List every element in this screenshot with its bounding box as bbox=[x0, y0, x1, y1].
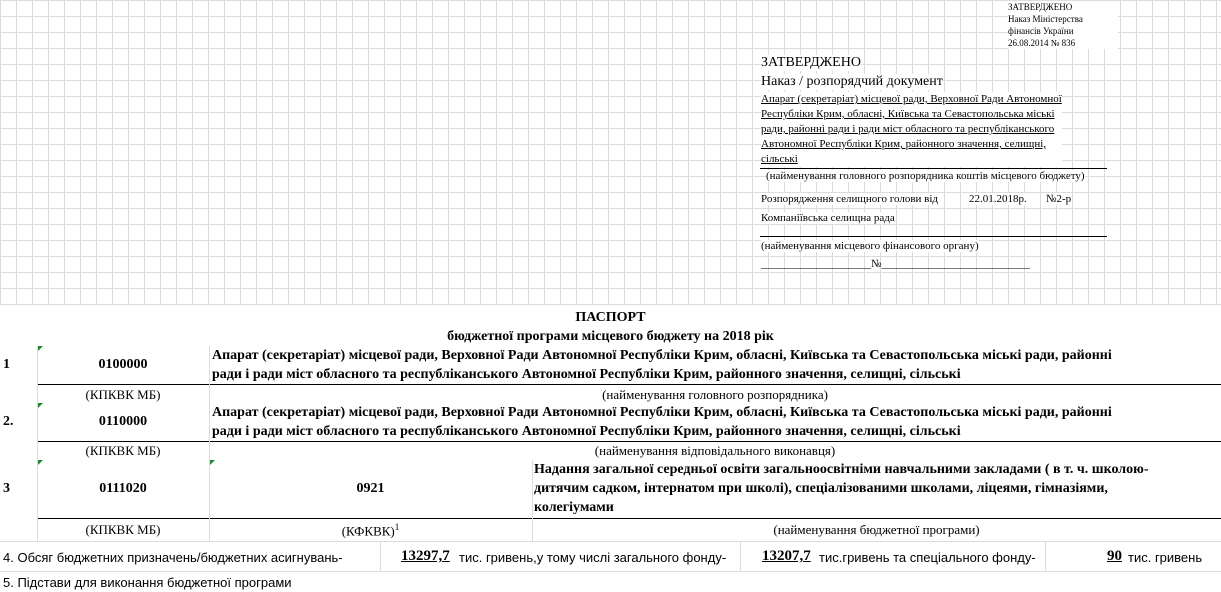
fin-org-caption: (найменування місцевого фінансового органу) bbox=[761, 240, 979, 252]
col-divider bbox=[1045, 541, 1046, 571]
approval-org-line: Республіки Крим, обласні, Київська та Севастопольська міські bbox=[761, 108, 1055, 120]
row2-underline bbox=[37, 441, 1221, 442]
blank-number-line: ____________________№___________________________ bbox=[761, 258, 1030, 270]
row1-underline bbox=[37, 384, 1221, 385]
row1-code-caption: (КПКВК МБ) bbox=[85, 387, 161, 402]
kfkvk-caption-text: (КФКВК) bbox=[341, 523, 395, 539]
row2-code: 0110000 bbox=[98, 414, 148, 429]
row1-name-line1: Апарат (секретаріат) місцевої ради, Верховної Ради Автономної Республіки Крим, обласні, Київська та Севастопольська міські ради, районні bbox=[212, 348, 1112, 363]
row3-kfkvk-caption bbox=[209, 522, 532, 539]
row2-name-line1: Апарат (секретаріат) місцевої ради, Верховної Ради Автономної Республіки Крим, обласні, Київська та Севастопольська міські ради, районні bbox=[212, 405, 1112, 420]
row1-code: 0100000 bbox=[98, 357, 148, 372]
row5-label: 5. Підстави для виконання бюджетної програми bbox=[3, 575, 292, 590]
row3-name-caption: (найменування бюджетної програми) bbox=[773, 522, 980, 537]
fin-org: Компаніївська селищна рада bbox=[761, 212, 895, 224]
approval-org-line: ради, районні ради і ради міст обласного та республіканського bbox=[761, 123, 1055, 135]
approval-org-caption: (найменування головного розпорядника коштів місцевого бюджету) bbox=[766, 170, 1085, 182]
row3-number: 3 bbox=[3, 481, 10, 496]
row3-underline bbox=[37, 518, 1221, 519]
row3-code: 0111020 bbox=[99, 481, 147, 496]
row1-name-caption: (найменування головного розпорядника) bbox=[602, 387, 828, 402]
col-divider bbox=[740, 541, 741, 571]
top-approval bbox=[1008, 1, 1118, 49]
order-label: Розпорядження селищного голови від bbox=[761, 193, 939, 205]
order-number: №2-р bbox=[1046, 193, 1072, 205]
row4-text1: тис. гривень,у тому числі загального фонду- bbox=[459, 550, 727, 565]
row-divider bbox=[0, 571, 1221, 572]
col-divider bbox=[209, 346, 210, 541]
top-approval-line4: 26.08.2014 № 836 bbox=[1008, 38, 1076, 48]
row2-name-line2: ради і ради міст обласного та республіканського Автономної Республіки Крим, районного значення, селищні, сільські bbox=[212, 424, 961, 439]
row2-name-caption: (найменування відповідального виконавця) bbox=[594, 443, 836, 458]
col-divider bbox=[380, 541, 381, 571]
row2-number: 2. bbox=[3, 414, 14, 429]
passport-title: ПАСПОРТ bbox=[575, 310, 646, 325]
row4-text2: тис.гривень та спеціального фонду- bbox=[819, 550, 1036, 565]
col-divider bbox=[37, 346, 38, 541]
approval-org-line: Автономної Республіки Крим, районного значення, селищні, bbox=[761, 138, 1047, 150]
top-approval-line3: фінансів України bbox=[1008, 26, 1074, 36]
row4-text3: тис. гривень bbox=[1128, 550, 1203, 565]
row1-number: 1 bbox=[3, 357, 10, 372]
row3-name-line2: дитячим садком, інтернатом при школі), спеціалізованими школами, ліцеями, гімназіями, bbox=[534, 481, 1108, 496]
row3-code-caption: (КПКВК МБ) bbox=[85, 522, 161, 537]
approval-org-line: Апарат (секретаріат) місцевої ради, Верховної Ради Автономної bbox=[761, 93, 1062, 105]
row4-label: 4. Обсяг бюджетних призначень/бюджетних асигнувань- bbox=[3, 550, 343, 565]
col-divider bbox=[532, 460, 533, 541]
passport-subtitle: бюджетної програми місцевого бюджету на 2018 рік bbox=[447, 329, 774, 344]
approval-org bbox=[761, 92, 1062, 167]
row4-special-fund: 90 bbox=[1107, 548, 1122, 564]
row3-name-line1: Надання загальної середньої освіти загальноосвітніми навчальними закладами ( в т. ч. школою- bbox=[534, 462, 1149, 477]
row4-general-fund: 13207,7 bbox=[762, 548, 811, 564]
top-approval-line2: Наказ Міністерства bbox=[1008, 14, 1083, 24]
divider bbox=[760, 236, 1107, 237]
divider bbox=[760, 168, 1107, 169]
order-date: 22.01.2018р. bbox=[969, 193, 1027, 205]
footnote-marker: 1 bbox=[394, 522, 400, 532]
row1-name-line2: ради і ради міст обласного та республіканського Автономної Республіки Крим, районного значення, селищні, сільські bbox=[212, 367, 961, 382]
top-approval-line1: ЗАТВЕРДЖЕНО bbox=[1008, 2, 1073, 12]
approval-title: ЗАТВЕРДЖЕНО bbox=[761, 55, 861, 70]
approval-org-line: сільські bbox=[761, 153, 798, 165]
row4-total: 13297,7 bbox=[401, 548, 450, 564]
row-divider bbox=[0, 541, 1221, 542]
row3-kfkvk: 0921 bbox=[356, 481, 385, 496]
row3-name-line3: колегіумами bbox=[534, 500, 614, 515]
approval-subtitle: Наказ / розпорядчий документ bbox=[761, 74, 943, 89]
row2-code-caption: (КПКВК МБ) bbox=[85, 443, 161, 458]
